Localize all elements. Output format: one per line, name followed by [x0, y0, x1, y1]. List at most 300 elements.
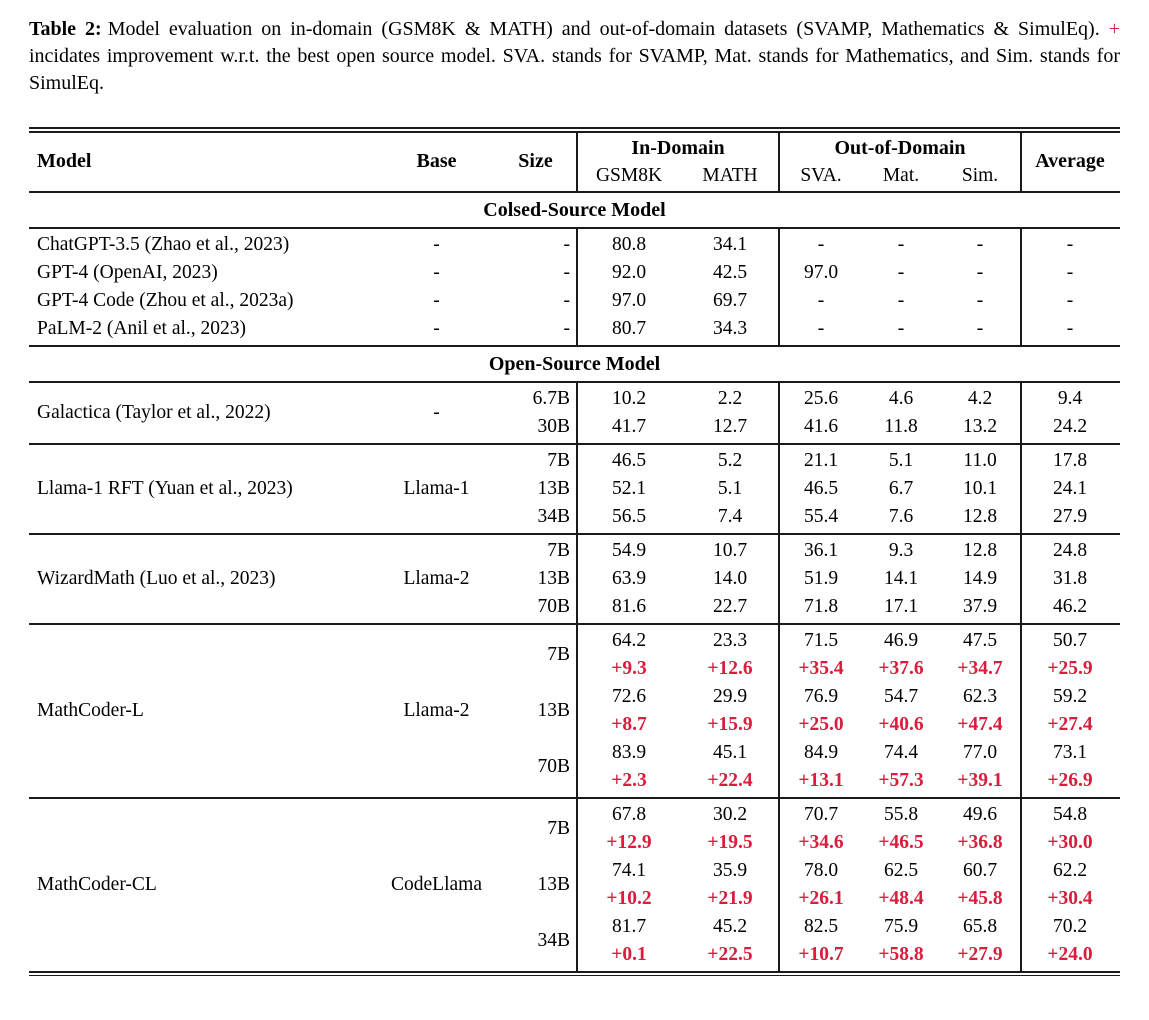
delta-cell: +40.6: [878, 713, 924, 735]
score-cell: -: [976, 289, 984, 311]
size-row: [494, 315, 1120, 343]
column-separator: [778, 799, 780, 971]
delta-cell: +2.3: [611, 769, 647, 791]
score-row: [577, 413, 1119, 441]
score-cell: 52.1: [611, 477, 647, 499]
delta-cell: +48.4: [878, 887, 924, 909]
score-row: [577, 593, 1119, 621]
delta-row: [577, 885, 1119, 913]
delta-cell: +25.0: [798, 713, 844, 735]
base-model-name: -: [433, 261, 440, 283]
model-group: [29, 447, 1120, 531]
column-separator: [576, 383, 578, 443]
row-lines: [577, 627, 1119, 683]
score-cell: 76.9: [803, 685, 839, 707]
model-group: [29, 287, 1120, 315]
column-separator: [576, 445, 578, 533]
delta-row: [577, 655, 1119, 683]
score-row: [577, 857, 1119, 885]
score-cell: 12.8: [962, 539, 998, 561]
delta-cell: +30.4: [1047, 887, 1093, 909]
score-cell: 27.9: [1052, 505, 1088, 527]
score-cell: -: [1066, 233, 1074, 255]
score-cell: 74.1: [611, 859, 647, 881]
row-lines: [577, 593, 1119, 621]
row-lines: [577, 565, 1119, 593]
score-row: [577, 385, 1119, 413]
model-name: PaLM-2 (Anil et al., 2023): [37, 317, 247, 339]
size-row: [494, 913, 1120, 969]
delta-cell: +22.4: [707, 769, 753, 791]
base-model-name: -: [433, 401, 440, 423]
score-cell: 84.9: [803, 741, 839, 763]
delta-cell: +9.3: [611, 657, 647, 679]
size-label: 70B: [537, 755, 570, 777]
score-cell: 17.8: [1052, 449, 1088, 471]
size-row: [494, 857, 1120, 913]
column-separator: [1020, 229, 1022, 345]
score-cell: 12.7: [712, 415, 748, 437]
size-label: 7B: [547, 539, 570, 561]
size-label: -: [563, 233, 570, 255]
score-cell: 5.1: [888, 449, 914, 471]
section-title: Open-Source Model: [488, 352, 661, 375]
table-header-row: [29, 133, 1120, 191]
row-lines: [577, 857, 1119, 913]
delta-cell: +10.7: [798, 943, 844, 965]
row-lines: [577, 259, 1119, 287]
score-cell: 11.0: [963, 449, 997, 471]
score-cell: 10.1: [962, 477, 998, 499]
score-cell: 24.8: [1052, 539, 1088, 561]
score-cell: 82.5: [803, 915, 839, 937]
score-cell: 4.2: [967, 387, 993, 409]
delta-cell: +24.0: [1047, 943, 1093, 965]
delta-cell: +47.4: [957, 713, 1003, 735]
score-cell: 45.1: [712, 741, 748, 763]
column-separator: [1020, 799, 1022, 971]
score-row: [577, 231, 1119, 259]
score-row: [577, 739, 1119, 767]
paper-page: [0, 16, 1149, 976]
table-band: [29, 229, 1120, 345]
size-row: [494, 565, 1120, 593]
model-group: [29, 259, 1120, 287]
model-name: Llama-1 RFT (Yuan et al., 2023): [37, 477, 293, 499]
table-band: [29, 799, 1120, 971]
score-cell: -: [1066, 289, 1074, 311]
score-cell: 24.2: [1052, 415, 1088, 437]
score-cell: 45.2: [712, 915, 748, 937]
base-model-name: -: [433, 317, 440, 339]
delta-cell: +25.9: [1047, 657, 1093, 679]
base-model-name: CodeLlama: [391, 873, 482, 895]
score-cell: 14.9: [962, 567, 998, 589]
score-row: [577, 565, 1119, 593]
score-cell: 11.8: [884, 415, 918, 437]
score-cell: 7.6: [888, 505, 914, 527]
size-label: 13B: [537, 477, 570, 499]
column-separator: [576, 229, 578, 345]
size-label: 13B: [537, 699, 570, 721]
delta-cell: +12.6: [707, 657, 753, 679]
delta-cell: +46.5: [878, 831, 924, 853]
score-cell: 59.2: [1052, 685, 1088, 707]
score-cell: 13.2: [962, 415, 998, 437]
row-lines: [577, 413, 1119, 441]
score-cell: -: [897, 289, 905, 311]
size-label: 7B: [547, 643, 570, 665]
delta-cell: +13.1: [798, 769, 844, 791]
score-cell: 97.0: [803, 261, 839, 283]
column-separator: [778, 229, 780, 345]
size-row: [494, 231, 1120, 259]
score-cell: 24.1: [1052, 477, 1088, 499]
score-cell: 46.5: [611, 449, 647, 471]
score-cell: 62.3: [962, 685, 998, 707]
size-label: 70B: [537, 595, 570, 617]
row-lines: [577, 739, 1119, 795]
section-title: Colsed-Source Model: [483, 198, 666, 221]
score-cell: 67.8: [611, 803, 647, 825]
score-cell: 46.5: [803, 477, 839, 499]
score-cell: 34.1: [712, 233, 748, 255]
score-cell: 54.7: [883, 685, 919, 707]
header-model: Model: [37, 150, 92, 172]
score-cell: 50.7: [1052, 629, 1088, 651]
score-cell: 80.7: [611, 317, 647, 339]
table-bottom-double-rule: [29, 971, 1120, 977]
delta-cell: +27.9: [957, 943, 1003, 965]
column-separator: [1020, 445, 1022, 533]
score-cell: -: [976, 233, 984, 255]
delta-cell: +34.6: [798, 831, 844, 853]
header-mathematics: Mat.: [882, 164, 920, 186]
score-cell: 69.7: [712, 289, 748, 311]
base-model-name: -: [433, 233, 440, 255]
score-cell: 4.6: [888, 387, 914, 409]
delta-cell: +21.9: [707, 887, 753, 909]
score-cell: 12.8: [962, 505, 998, 527]
model-group: [29, 385, 1120, 441]
model-name: Galactica (Taylor et al., 2022): [37, 401, 271, 423]
column-separator: [576, 625, 578, 797]
base-model-name: -: [433, 289, 440, 311]
caption-label: Table 2:: [29, 18, 102, 40]
size-label: 6.7B: [532, 387, 570, 409]
score-row: [577, 475, 1119, 503]
score-cell: 2.2: [717, 387, 743, 409]
delta-cell: +19.5: [707, 831, 753, 853]
delta-row: [577, 941, 1119, 969]
delta-cell: +45.8: [957, 887, 1003, 909]
row-lines: [577, 913, 1119, 969]
table-caption: [29, 16, 1120, 97]
delta-cell: +57.3: [878, 769, 924, 791]
model-group: [29, 231, 1120, 259]
size-label: 7B: [547, 449, 570, 471]
score-cell: 51.9: [803, 567, 839, 589]
score-cell: 46.2: [1052, 595, 1088, 617]
score-cell: 5.2: [717, 449, 743, 471]
score-cell: 29.9: [712, 685, 748, 707]
column-separator: [576, 133, 578, 191]
row-lines: [577, 447, 1119, 475]
score-row: [577, 913, 1119, 941]
score-cell: 63.9: [611, 567, 647, 589]
column-separator: [1020, 535, 1022, 623]
score-cell: 25.6: [803, 387, 839, 409]
group-rows: [494, 259, 1120, 287]
column-separator: [778, 133, 780, 191]
size-label: -: [563, 317, 570, 339]
score-cell: 75.9: [883, 915, 919, 937]
score-cell: 41.6: [803, 415, 839, 437]
score-cell: 36.1: [803, 539, 839, 561]
row-lines: [577, 801, 1119, 857]
score-cell: 71.8: [803, 595, 839, 617]
delta-cell: +8.7: [611, 713, 647, 735]
column-separator: [778, 383, 780, 443]
score-cell: 73.1: [1052, 741, 1088, 763]
header-out-of-domain-subcols: [779, 162, 1021, 191]
base-model-name: Llama-1: [403, 477, 470, 499]
column-separator: [1020, 383, 1022, 443]
header-size: Size: [518, 150, 553, 172]
score-row: [577, 447, 1119, 475]
score-cell: 54.9: [611, 539, 647, 561]
score-cell: 77.0: [962, 741, 998, 763]
model-name: MathCoder-L: [37, 699, 144, 721]
group-rows: [494, 315, 1120, 343]
score-row: [577, 537, 1119, 565]
score-cell: 14.0: [712, 567, 748, 589]
delta-cell: +27.4: [1047, 713, 1093, 735]
score-cell: -: [1066, 317, 1074, 339]
delta-cell: +26.1: [798, 887, 844, 909]
score-cell: 17.1: [883, 595, 919, 617]
model-name: GPT-4 (OpenAI, 2023): [37, 261, 218, 283]
base-model-name: Llama-2: [403, 699, 470, 721]
column-separator: [778, 625, 780, 797]
score-cell: 5.1: [717, 477, 743, 499]
group-rows: [494, 627, 1120, 795]
size-row: [494, 413, 1120, 441]
score-cell: 97.0: [611, 289, 647, 311]
size-row: [494, 259, 1120, 287]
score-row: [577, 683, 1119, 711]
column-separator: [576, 799, 578, 971]
row-lines: [577, 315, 1119, 343]
score-cell: 60.7: [962, 859, 998, 881]
model-name: ChatGPT-3.5 (Zhao et al., 2023): [37, 233, 290, 255]
score-cell: 41.7: [611, 415, 647, 437]
score-cell: 62.5: [883, 859, 919, 881]
column-separator: [576, 535, 578, 623]
header-simuleq: Sim.: [961, 164, 999, 186]
score-cell: -: [817, 289, 825, 311]
delta-cell: +35.4: [798, 657, 844, 679]
table-band: [29, 625, 1120, 797]
header-out-of-domain-group: [779, 133, 1021, 191]
header-out-of-domain: Out-of-Domain: [834, 136, 966, 159]
size-row: [494, 593, 1120, 621]
score-cell: 71.5: [803, 629, 839, 651]
score-cell: -: [1066, 261, 1074, 283]
size-row: [494, 503, 1120, 531]
header-gsm8k: GSM8K: [595, 164, 663, 186]
score-cell: -: [817, 317, 825, 339]
caption-text-before-plus: Model evaluation on in-domain (GSM8K & MATH) and out-of-domain datasets (SVAMP, Mathematics & SimulEq).: [107, 18, 1100, 40]
size-row: [494, 537, 1120, 565]
size-row: [494, 801, 1120, 857]
row-lines: [577, 683, 1119, 739]
delta-cell: +10.2: [606, 887, 652, 909]
group-rows: [494, 231, 1120, 259]
score-cell: 56.5: [611, 505, 647, 527]
size-label: -: [563, 261, 570, 283]
score-cell: 81.6: [611, 595, 647, 617]
size-label: 7B: [547, 817, 570, 839]
model-name: MathCoder-CL: [37, 873, 157, 895]
score-cell: 92.0: [611, 261, 647, 283]
model-group: [29, 801, 1120, 969]
score-cell: 74.4: [883, 741, 919, 763]
base-model-name: Llama-2: [403, 567, 470, 589]
score-cell: 31.8: [1052, 567, 1088, 589]
score-cell: -: [817, 233, 825, 255]
score-cell: 70.2: [1052, 915, 1088, 937]
score-cell: 72.6: [611, 685, 647, 707]
size-row: [494, 287, 1120, 315]
score-cell: 55.8: [883, 803, 919, 825]
column-separator: [778, 445, 780, 533]
table-band: [29, 445, 1120, 533]
score-cell: 22.7: [712, 595, 748, 617]
score-cell: 35.9: [712, 859, 748, 881]
score-cell: 21.1: [803, 449, 839, 471]
score-cell: 6.7: [888, 477, 914, 499]
score-cell: 42.5: [712, 261, 748, 283]
score-cell: -: [897, 261, 905, 283]
table-band: [29, 535, 1120, 623]
score-cell: 55.4: [803, 505, 839, 527]
column-separator: [1020, 133, 1022, 191]
size-row: [494, 385, 1120, 413]
delta-cell: +12.9: [606, 831, 652, 853]
row-lines: [577, 231, 1119, 259]
header-in-domain-group: [577, 133, 779, 191]
score-row: [577, 801, 1119, 829]
rule-line: [29, 975, 1120, 977]
size-label: 13B: [537, 873, 570, 895]
header-in-domain-subcols: [577, 162, 779, 191]
score-cell: 47.5: [962, 629, 998, 651]
score-cell: 78.0: [803, 859, 839, 881]
size-row: [494, 627, 1120, 683]
score-cell: 54.8: [1052, 803, 1088, 825]
size-row: [494, 447, 1120, 475]
score-cell: 30.2: [712, 803, 748, 825]
model-group: [29, 627, 1120, 795]
table-band: [29, 383, 1120, 443]
score-cell: 70.7: [803, 803, 839, 825]
header-base: Base: [416, 150, 457, 172]
size-label: -: [563, 289, 570, 311]
score-cell: 46.9: [883, 629, 919, 651]
header-math: MATH: [702, 164, 758, 186]
score-cell: 14.1: [883, 567, 919, 589]
caption-plus-sign: +: [1108, 18, 1120, 40]
delta-cell: +36.8: [957, 831, 1003, 853]
score-cell: -: [976, 317, 984, 339]
score-cell: 49.6: [962, 803, 998, 825]
group-rows: [494, 537, 1120, 621]
size-row: [494, 739, 1120, 795]
model-group: [29, 537, 1120, 621]
score-row: [577, 315, 1119, 343]
delta-cell: +34.7: [957, 657, 1003, 679]
row-lines: [577, 503, 1119, 531]
header-average: Average: [1035, 150, 1105, 172]
table-body: [29, 191, 1120, 971]
delta-cell: +26.9: [1047, 769, 1093, 791]
delta-cell: +58.8: [878, 943, 924, 965]
score-cell: -: [976, 261, 984, 283]
header-in-domain: In-Domain: [631, 136, 725, 159]
score-row: [577, 259, 1119, 287]
delta-row: [577, 829, 1119, 857]
score-cell: 37.9: [962, 595, 998, 617]
size-label: 13B: [537, 567, 570, 589]
row-lines: [577, 385, 1119, 413]
size-row: [494, 475, 1120, 503]
score-cell: -: [897, 317, 905, 339]
score-cell: -: [897, 233, 905, 255]
delta-cell: +22.5: [707, 943, 753, 965]
score-cell: 9.4: [1057, 387, 1083, 409]
delta-row: [577, 711, 1119, 739]
column-separator: [1020, 625, 1022, 797]
score-cell: 10.7: [712, 539, 748, 561]
delta-cell: +15.9: [707, 713, 753, 735]
delta-row: [577, 767, 1119, 795]
score-row: [577, 627, 1119, 655]
score-cell: 10.2: [611, 387, 647, 409]
row-lines: [577, 287, 1119, 315]
score-cell: 23.3: [712, 629, 748, 651]
size-label: 30B: [537, 415, 570, 437]
row-lines: [577, 475, 1119, 503]
group-rows: [494, 385, 1120, 441]
size-row: [494, 683, 1120, 739]
delta-cell: +39.1: [957, 769, 1003, 791]
column-separator: [778, 535, 780, 623]
score-cell: 62.2: [1052, 859, 1088, 881]
model-group: [29, 315, 1120, 343]
row-lines: [577, 537, 1119, 565]
group-rows: [494, 801, 1120, 969]
header-svamp: SVA.: [800, 164, 842, 186]
score-cell: 64.2: [611, 629, 647, 651]
delta-cell: +37.6: [878, 657, 924, 679]
delta-cell: +0.1: [611, 943, 647, 965]
score-cell: 9.3: [888, 539, 914, 561]
group-rows: [494, 287, 1120, 315]
score-row: [577, 287, 1119, 315]
score-cell: 34.3: [712, 317, 748, 339]
model-name: WizardMath (Luo et al., 2023): [37, 567, 276, 589]
